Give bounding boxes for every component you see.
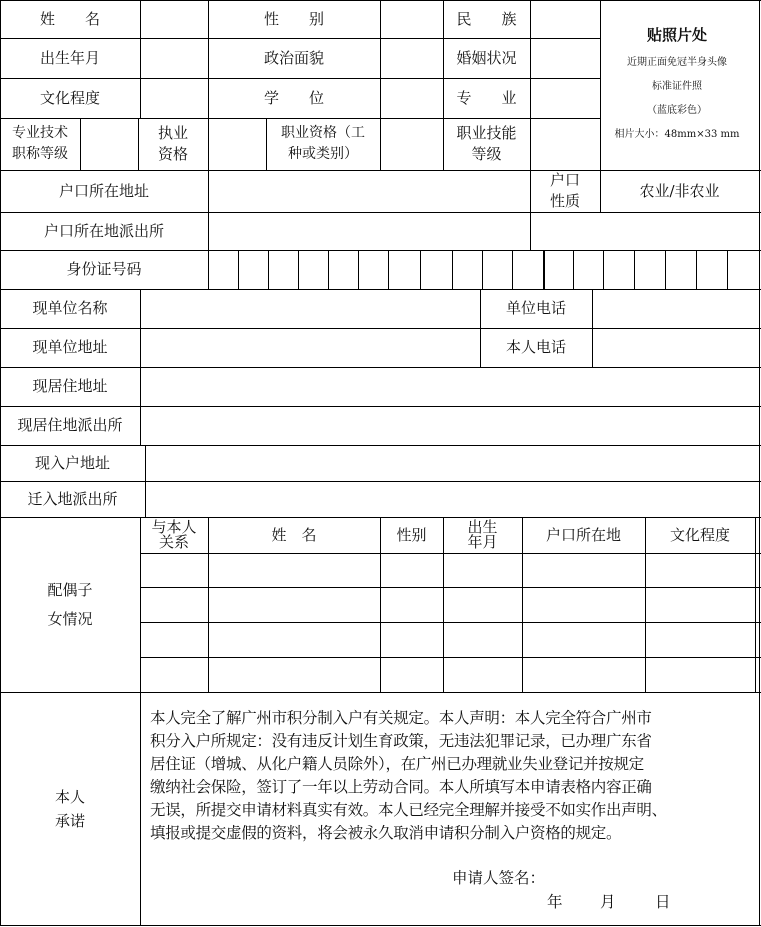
date-year: 年 — [547, 893, 563, 911]
date-month: 月 — [600, 893, 616, 911]
name-label: 姓 名 — [39, 9, 100, 28]
marital-label: 婚姻状况 — [456, 48, 517, 67]
photo-title: 贴照片处 — [646, 26, 707, 44]
family-header-relation: 与本人 关系 — [151, 518, 197, 551]
skill-label: 职业技能 等级 — [456, 124, 517, 163]
family-header-household: 户口所在地 — [545, 525, 621, 544]
photo-size: 相片大小：48mm×33 mm — [614, 129, 740, 140]
residence-label: 现居住地址 — [32, 377, 108, 395]
pledge-line: 缴纳社会保险，签订了一年以上劳动合同。本人所填写本申请表格内容正确 — [150, 778, 652, 796]
household-nature-value[interactable]: 农业/非农业 — [639, 181, 720, 200]
household-address-label: 户口所在地址 — [58, 181, 149, 200]
pledge-line: 本人完全了解广州市积分制入户有关规定。本人声明：本人完全符合广州市 — [150, 709, 652, 727]
vocation-label: 职业资格（工 种或类别） — [281, 125, 365, 162]
household-police-label: 户口所在地派出所 — [43, 221, 164, 240]
pledge-line: 积分入户所规定：没有违反计划生育政策，无违法犯罪记录，已办理广东省 — [150, 732, 652, 750]
signature-label: 申请人签名： — [452, 869, 546, 887]
birth-label: 出生年月 — [39, 48, 100, 67]
education-label: 文化程度 — [39, 88, 100, 107]
personal-phone-label: 本人电话 — [505, 338, 566, 356]
residence-police-label: 现居住地派出所 — [17, 416, 123, 434]
family-header-birth: 出生 年月 — [467, 518, 498, 551]
new-police-label: 迁入地派出所 — [27, 489, 118, 508]
pledge-label: 本人 承诺 — [54, 788, 85, 830]
pledge-statement — [150, 707, 750, 845]
photo-note-2: 标准证件照 — [652, 81, 702, 92]
family-section-label: 配偶子 女情况 — [47, 581, 93, 628]
major-label: 专 业 — [456, 88, 517, 107]
photo-note-3: （蓝底彩色） — [647, 105, 707, 116]
id-number-label: 身份证号码 — [66, 260, 142, 278]
family-header-education: 文化程度 — [669, 525, 730, 544]
date-day: 日 — [655, 893, 671, 911]
unit-phone-label: 单位电话 — [505, 299, 566, 317]
unit-address-label: 现单位地址 — [32, 338, 108, 356]
family-header-gender: 性别 — [396, 525, 427, 544]
tech-title-label: 专业技术 职称等级 — [12, 125, 68, 162]
photo-area[interactable] — [602, 24, 752, 147]
pledge-line: 无误，所提交申请材料真实有效。本人已经完全理解并接受不如实作出声明、 — [150, 801, 667, 819]
gender-label: 性 别 — [263, 9, 324, 28]
practice-label: 执业 资格 — [157, 124, 188, 163]
pledge-line: 居住证（增城、从化户籍人员除外），在广州已办理就业失业登记并按规定 — [150, 755, 644, 773]
political-label: 政治面貌 — [263, 48, 324, 67]
new-address-label: 现入户地址 — [34, 453, 110, 472]
household-nature-label: 户口 性质 — [549, 171, 580, 210]
family-header-name: 姓 名 — [271, 525, 317, 544]
pledge-line: 填报或提交虚假的资料，将会被永久取消申请积分制入户资格的规定。 — [150, 824, 622, 842]
ethnicity-label: 民 族 — [456, 9, 517, 28]
degree-label: 学 位 — [263, 88, 324, 107]
photo-note-1: 近期正面免冠半身头像 — [627, 57, 727, 68]
unit-name-label: 现单位名称 — [32, 299, 108, 317]
